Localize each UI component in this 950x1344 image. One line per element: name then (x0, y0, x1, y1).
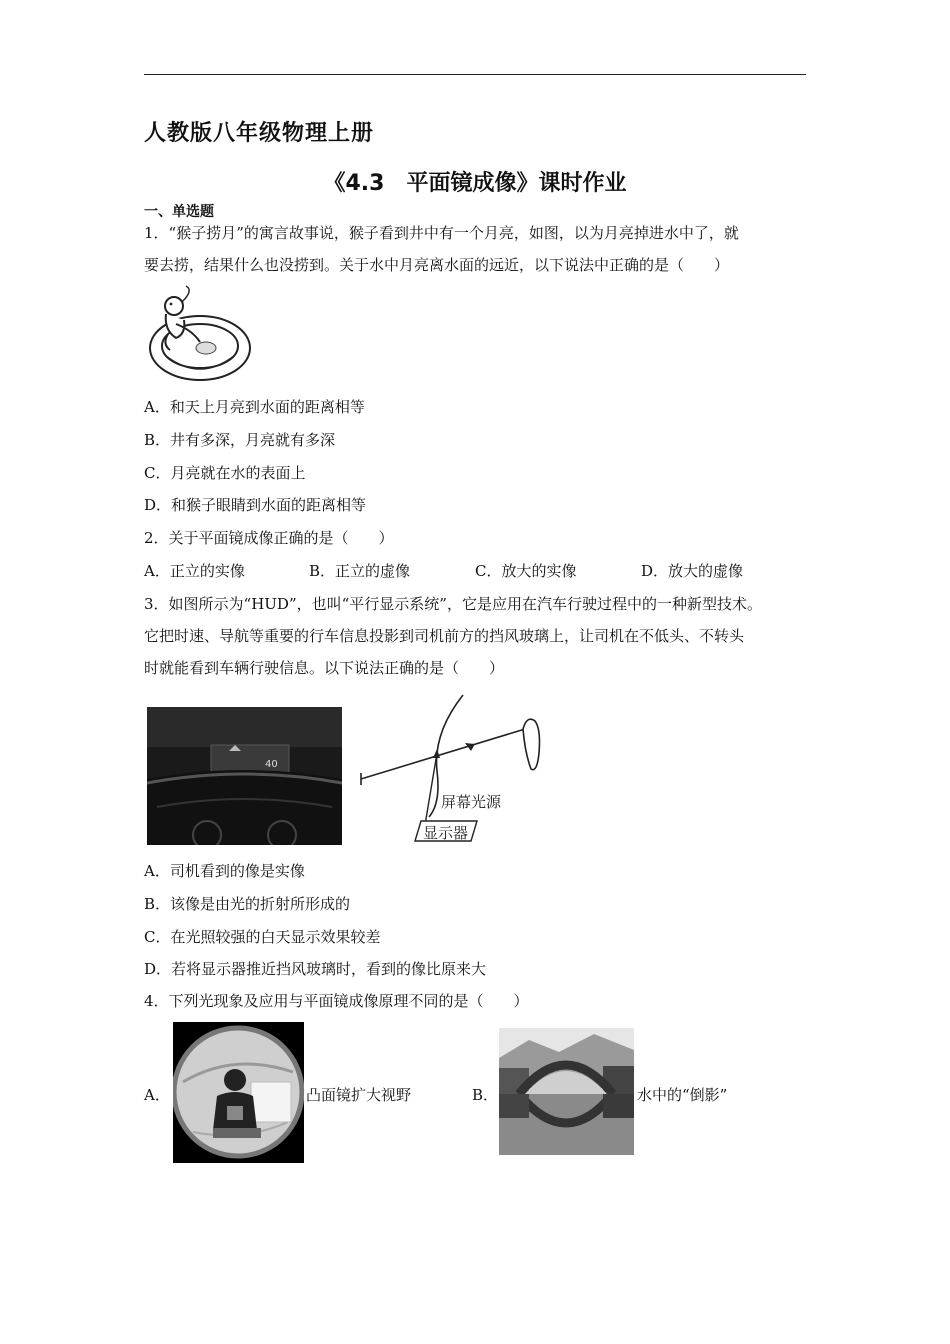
lesson-title: 《4.3 平面镜成像》课时作业 (323, 171, 627, 196)
hud-speed-readout: 40 (265, 759, 278, 770)
q4-option-a-letter[interactable]: A． (144, 1086, 170, 1104)
hud-dashboard-photo (147, 707, 342, 845)
monkey-well-illustration (146, 284, 254, 384)
q1-stem-line1: 1．“猴子捞月”的寓言故事说，猴子看到井中有一个月亮，如图，以为月亮掉进水中了，就 (144, 224, 739, 242)
q3-stem-line3: 时就能看到车辆行驶信息。以下说法正确的是（ ） (144, 659, 505, 677)
diagram-label-light-source: 屏幕光源 (441, 793, 502, 811)
q1-option-d[interactable]: D．和猴子眼睛到水面的距离相等 (144, 496, 367, 514)
hud-optics-diagram (355, 693, 555, 843)
q3-option-a[interactable]: A．司机看到的像是实像 (144, 862, 305, 880)
q4-option-b-letter[interactable]: B． (472, 1086, 499, 1104)
q2-option-a[interactable]: A．正立的实像 (144, 562, 245, 580)
q1-option-c[interactable]: C．月亮就在水的表面上 (144, 464, 306, 482)
q3-stem-line1: 3．如图所示为“HUD”，也叫“平行显示系统”，它是应用在汽车行驶过程中的一种新型技术。 (144, 595, 762, 613)
section-heading: 一、单选题 (144, 204, 214, 220)
q1-stem-line2: 要去捞，结果什么也没捞到。关于水中月亮离水面的远近，以下说法中正确的是（ ） (144, 256, 730, 274)
q4-stem: 4．下列光现象及应用与平面镜成像原理不同的是（ ） (144, 992, 529, 1010)
q4-option-b-caption: 水中的“倒影” (637, 1086, 728, 1104)
diagram-label-display: 显示器 (423, 824, 469, 842)
q2-option-c[interactable]: C．放大的实像 (475, 562, 577, 580)
q2-stem: 2．关于平面镜成像正确的是（ ） (144, 529, 394, 547)
q2-option-d[interactable]: D．放大的虚像 (641, 562, 744, 580)
q3-option-c[interactable]: C．在光照较强的白天显示效果较差 (144, 928, 381, 946)
q3-option-b[interactable]: B．该像是由光的折射所形成的 (144, 895, 351, 913)
book-title: 人教版八年级物理上册 (144, 121, 375, 146)
bridge-reflection-photo (499, 1028, 634, 1155)
q1-option-a[interactable]: A．和天上月亮到水面的距离相等 (144, 398, 365, 416)
q2-option-b[interactable]: B．正立的虚像 (309, 562, 411, 580)
convex-mirror-photo (173, 1022, 304, 1163)
q1-option-b[interactable]: B．井有多深，月亮就有多深 (144, 431, 336, 449)
q3-stem-line2: 它把时速、导航等重要的行车信息投影到司机前方的挡风玻璃上，让司机在不低头、不转头 (144, 627, 745, 645)
q4-option-a-caption: 凸面镜扩大视野 (306, 1086, 412, 1104)
q3-option-d[interactable]: D．若将显示器推近挡风玻璃时，看到的像比原来大 (144, 960, 487, 978)
header-rule (144, 74, 806, 75)
